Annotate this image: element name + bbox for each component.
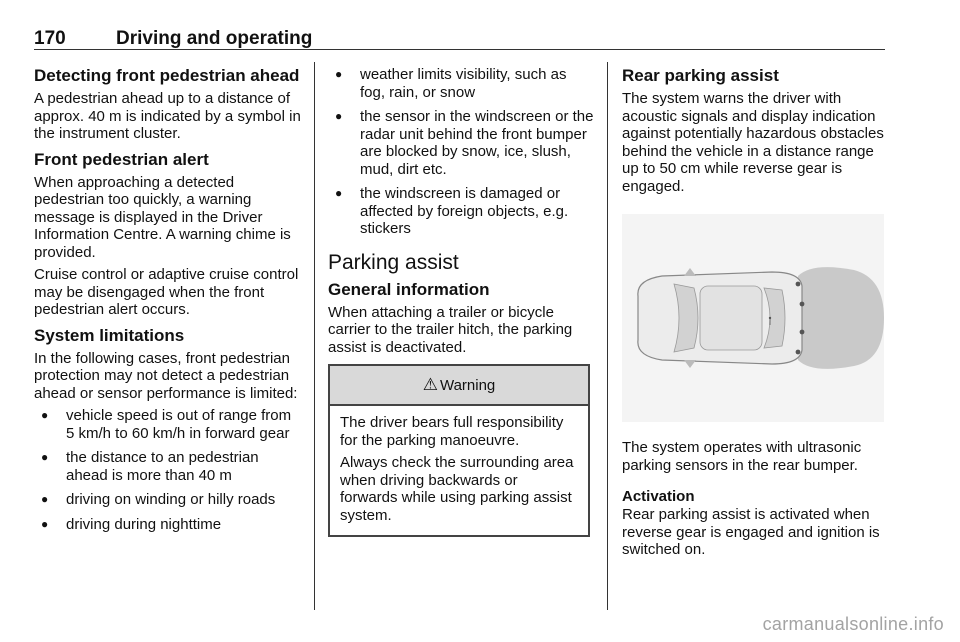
column-right <box>622 60 888 564</box>
heading-rear-parking-assist: Rear parking assist <box>622 66 779 85</box>
chapter-title: Driving and operating <box>116 28 313 49</box>
page-header <box>34 24 885 50</box>
watermark: carmanualsonline.info <box>762 614 944 634</box>
paragraph: The system warns the driver with acoustic signals and display indication against potentially hazardous obstacles behind the vehicle in a distance range up to 50 cm while reverse gear is engaged. <box>622 90 884 195</box>
heading-activation: Activation <box>622 488 695 505</box>
list-item: ● vehicle speed is out of range from 5 km/h to 60 km/h in forward gear <box>34 407 302 442</box>
paragraph: Always check the surrounding area when driving backwards or forwards while using parking assist system. <box>340 454 574 524</box>
heading-parking-assist: Parking assist <box>328 250 459 274</box>
column-left <box>34 60 302 540</box>
warning-box <box>328 364 590 537</box>
heading-general-information: General information <box>328 279 490 299</box>
car-top-view-icon <box>638 268 802 368</box>
list-item: ● weather limits visibility, such as fog, rain, or snow <box>328 66 594 101</box>
list-item: ● driving on winding or hilly roads <box>34 491 302 509</box>
heading-front-pedestrian-alert: Front pedestrian alert <box>34 149 209 169</box>
heading-detecting-pedestrian: Detecting front pedestrian ahead <box>34 66 300 85</box>
rear-parking-sensor-illustration <box>622 214 884 422</box>
column-middle <box>328 60 594 537</box>
warning-body <box>330 406 588 535</box>
warning-title: Warning <box>439 376 496 394</box>
heading-system-limitations: System limitations <box>34 325 185 345</box>
sensor-detection-zone <box>798 267 884 369</box>
list-item: ● the distance to an pedestrian ahead is more than 40 m <box>34 449 302 484</box>
limitations-list <box>34 407 302 533</box>
paragraph: The system operates with ultrasonic parking sensors in the rear bumper. <box>622 439 862 474</box>
paragraph: In the following cases, front pedestrian protection may not detect a pedestrian ahead or sensor performance is limited: <box>34 349 298 402</box>
paragraph: When attaching a trailer or bicycle carrier to the trailer hitch, the parking assist is deactivated. <box>328 303 573 356</box>
column-divider <box>314 62 315 610</box>
warning-header <box>330 366 588 406</box>
paragraph: A pedestrian ahead up to a distance of approx. 40 m is indicated by a symbol in the instrument cluster. <box>34 90 301 142</box>
paragraph: When approaching a detected pedestrian too quickly, a warning message is displayed in the Driver Information Centre. A warning chime is provided. <box>34 173 291 261</box>
list-item: ● the windscreen is damaged or affected by foreign objects, e.g. stickers <box>328 185 594 238</box>
list-item: ● driving during nighttime <box>34 516 302 534</box>
column-divider <box>607 62 608 610</box>
paragraph: The driver bears full responsibility for the parking manoeuvre. <box>340 414 564 449</box>
warning-triangle-icon: ⚠ <box>422 375 438 394</box>
paragraph: Cruise control or adaptive cruise control may be disengaged when the front pedestrian alert occurs. <box>34 266 299 318</box>
limitations-list-continued <box>328 66 594 238</box>
page-number: 170 <box>34 28 66 49</box>
list-item: ● the sensor in the windscreen or the radar unit behind the front bumper are blocked by snow, ice, slush, mud, dirt etc. <box>328 108 594 178</box>
paragraph: Rear parking assist is activated when reverse gear is engaged and ignition is switched on. <box>622 506 880 558</box>
